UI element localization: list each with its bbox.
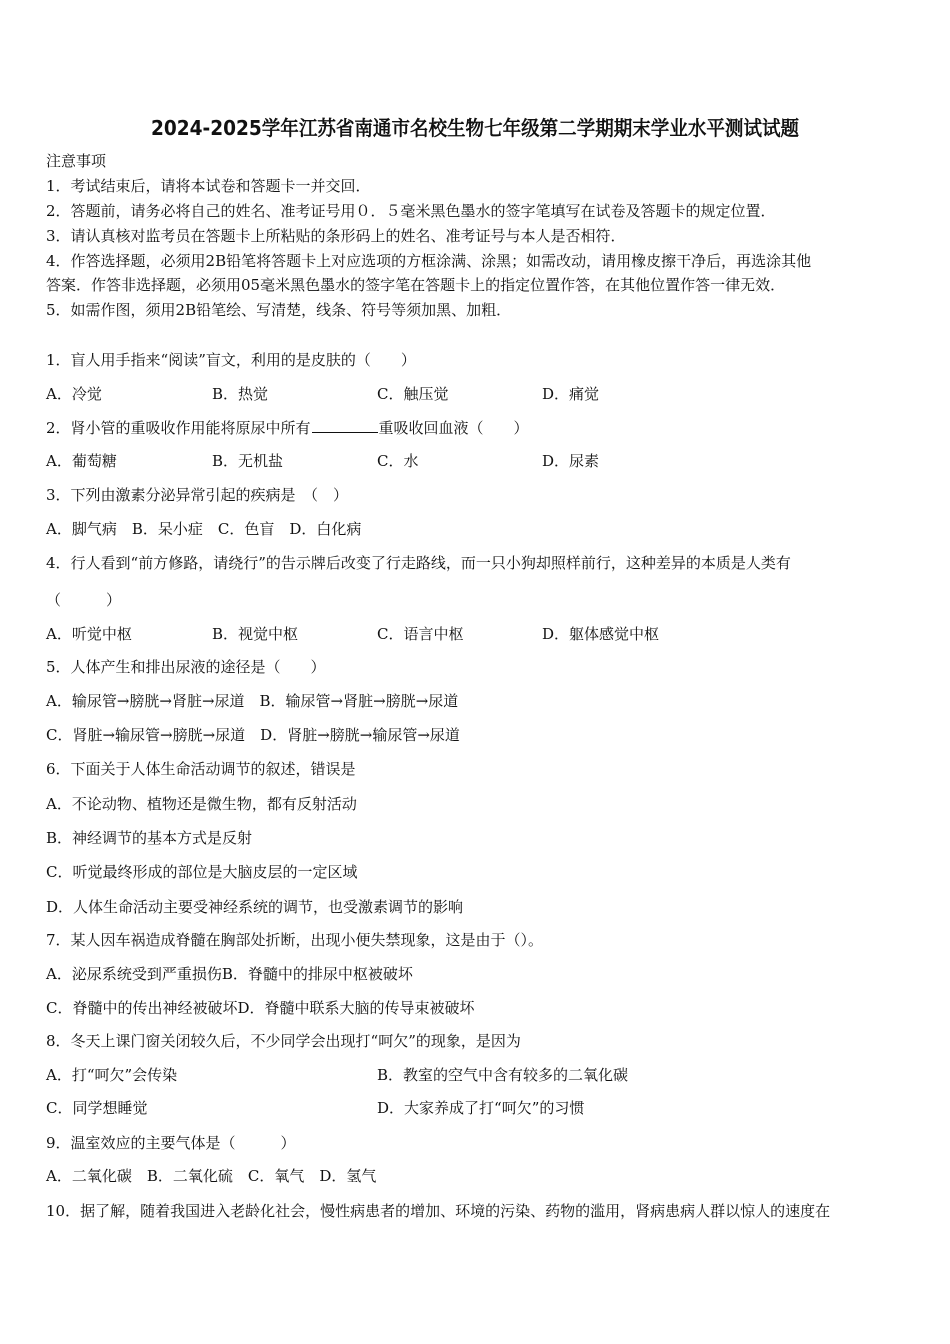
question-1-option-c: C．触压觉 bbox=[377, 385, 449, 403]
question-4-stem: 4．行人看到“前方修路，请绕行”的告示牌后改变了行走路线，而一只小狗却照样前行，这种差异的本质是人类有 bbox=[46, 554, 791, 572]
question-5-options-ab: A．输尿管→膀胱→肾脏→尿道 B．输尿管→肾脏→膀胱→尿道 bbox=[46, 692, 459, 710]
question-2-option-c: C．水 bbox=[377, 452, 419, 470]
question-2-option-d: D．尿素 bbox=[542, 452, 600, 470]
question-2-option-a: A．葡萄糖 bbox=[46, 452, 117, 470]
question-8-option-d: D．大家养成了打“呵欠”的习惯 bbox=[377, 1099, 585, 1117]
question-6-option-c: C．听觉最终形成的部位是大脑皮层的一定区域 bbox=[46, 863, 358, 881]
question-4-option-a: A．听觉中枢 bbox=[46, 625, 132, 643]
question-7-stem: 7．某人因车祸造成脊髓在胸部处折断，出现小便失禁现象，这是由于（）。 bbox=[46, 931, 544, 949]
question-6-option-d: D．人体生命活动主要受神经系统的调节，也受激素调节的影响 bbox=[46, 898, 464, 916]
notice-heading: 注意事项 bbox=[46, 152, 107, 170]
question-1-stem: 1．盲人用手指来“阅读”盲文，利用的是皮肤的（ ） bbox=[46, 351, 416, 369]
answer-blank bbox=[312, 418, 378, 433]
notice-item: 4．作答选择题，必须用2B铅笔将答题卡上对应选项的方框涂满、涂黑；如需改动，请用橡皮擦干净后，再选涂其他 bbox=[46, 252, 812, 270]
notice-item: 5．如需作图，须用2B铅笔绘、写清楚，线条、符号等须加黑、加粗． bbox=[46, 301, 512, 319]
question-4-option-d: D．躯体感觉中枢 bbox=[542, 625, 660, 643]
question-6-option-a: A．不论动物、植物还是微生物，都有反射活动 bbox=[46, 795, 357, 813]
question-7-options-cd: C．脊髓中的传出神经被破坏D．脊髓中联系大脑的传导束被破坏 bbox=[46, 999, 475, 1017]
notice-item: 2．答题前，请务必将自己的姓名、准考证号用０．５毫米黑色墨水的签字笔填写在试卷及答题卡的规定位置． bbox=[46, 202, 776, 220]
question-7-options-ab: A．泌尿系统受到严重损伤B．脊髓中的排尿中枢被破坏 bbox=[46, 965, 413, 983]
question-8-option-c: C．同学想睡觉 bbox=[46, 1099, 148, 1117]
question-4-option-c: C．语言中枢 bbox=[377, 625, 464, 643]
question-5-options-cd: C．肾脏→输尿管→膀胱→尿道 D．肾脏→膀胱→输尿管→尿道 bbox=[46, 726, 460, 744]
question-4-option-b: B．视觉中枢 bbox=[212, 625, 299, 643]
question-8-option-b: B．教室的空气中含有较多的二氧化碳 bbox=[377, 1066, 629, 1084]
notice-item: 答案．作答非选择题，必须用05毫米黑色墨水的签字笔在答题卡上的指定位置作答，在其他位置作答一律无效． bbox=[46, 276, 786, 294]
question-6-stem: 6．下面关于人体生命活动调节的叙述，错误是 bbox=[46, 760, 356, 778]
question-8-stem: 8．冬天上课门窗关闭较久后，不少同学会出现打“呵欠”的现象，是因为 bbox=[46, 1032, 521, 1050]
question-6-option-b: B．神经调节的基本方式是反射 bbox=[46, 829, 253, 847]
page-title: 2024-2025学年江苏省南通市名校生物七年级第二学期期末学业水平测试试题 bbox=[150, 116, 800, 140]
question-5-stem: 5．人体产生和排出尿液的途径是（ ） bbox=[46, 658, 326, 676]
question-1-option-b: B．热觉 bbox=[212, 385, 269, 403]
question-2-stem-after: 重吸收回血液（ ） bbox=[378, 419, 529, 437]
notice-item: 1．考试结束后，请将本试卷和答题卡一并交回． bbox=[46, 177, 371, 195]
question-3-options: A．脚气病 B．呆小症 C．色盲 D．白化病 bbox=[46, 520, 362, 538]
question-9-stem: 9．温室效应的主要气体是（ ） bbox=[46, 1134, 296, 1152]
question-2-stem-before: 2．肾小管的重吸收作用能将原尿中所有 bbox=[46, 419, 311, 437]
question-1-option-d: D．痛觉 bbox=[542, 385, 600, 403]
question-9-options: A．二氧化碳 B．二氧化硫 C．氧气 D．氢气 bbox=[46, 1167, 377, 1185]
question-2-option-b: B．无机盐 bbox=[212, 452, 284, 470]
question-2-stem bbox=[46, 418, 529, 438]
question-3-stem: 3．下列由激素分泌异常引起的疾病是 （ ） bbox=[46, 486, 349, 504]
question-4-stem-paren: （ ） bbox=[46, 591, 122, 609]
question-10-stem: 10．据了解，随着我国进入老龄化社会，慢性病患者的增加、环境的污染、药物的滥用，肾病患病人群以惊人的速度在 bbox=[46, 1202, 831, 1220]
notice-item: 3．请认真核对监考员在答题卡上所粘贴的条形码上的姓名、准考证号与本人是否相符． bbox=[46, 227, 626, 245]
question-1-option-a: A．冷觉 bbox=[46, 385, 102, 403]
question-8-option-a: A．打“呵欠”会传染 bbox=[46, 1066, 178, 1084]
